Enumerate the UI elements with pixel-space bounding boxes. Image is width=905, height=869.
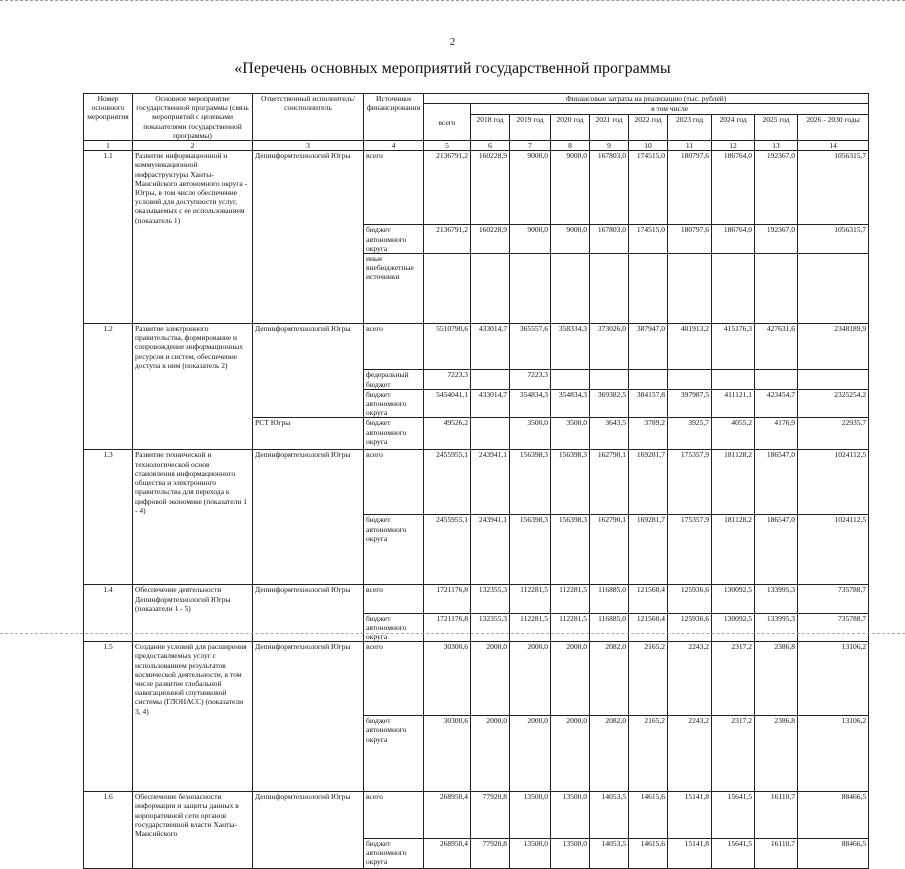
year-amount: 13500,0: [551, 792, 590, 839]
year-amount: 180797,6: [668, 225, 712, 254]
year-amount: 423454,7: [755, 389, 798, 418]
year-amount: 365557,6: [510, 323, 551, 370]
column-number: 14: [798, 141, 869, 151]
year-amount: [755, 370, 798, 389]
table-row: [84, 613, 869, 642]
header-year: 2023 год: [668, 115, 712, 141]
year-amount: 15141,8: [668, 792, 712, 839]
year-amount: 4176,9: [755, 418, 798, 450]
year-amount: 16110,7: [755, 838, 798, 868]
table-row: [84, 370, 869, 389]
responsible-executor: [253, 716, 364, 792]
header-year: 2024 год: [712, 115, 755, 141]
year-amount: 112281,5: [510, 613, 551, 642]
year-amount: 116885,0: [590, 613, 629, 642]
table-row: [84, 585, 869, 613]
year-amount: 132355,3: [471, 613, 510, 642]
event-number: [84, 253, 133, 323]
year-amount: [471, 253, 510, 323]
year-amount: 13106,2: [798, 716, 869, 792]
total-amount: 1721176,8: [424, 613, 471, 642]
year-amount: 427631,6: [755, 323, 798, 370]
header-source: Источники финансирования: [364, 94, 424, 141]
year-amount: 13500,0: [510, 792, 551, 839]
year-amount: 112281,5: [551, 585, 590, 613]
responsible-executor: [253, 225, 364, 254]
year-amount: 156398,3: [551, 450, 590, 515]
year-amount: 415176,3: [712, 323, 755, 370]
top-scan-edge: [0, 0, 905, 1]
year-amount: 354834,3: [510, 389, 551, 418]
header-total: всего: [424, 104, 471, 141]
year-amount: 387947,0: [629, 323, 668, 370]
year-amount: 174515,0: [629, 151, 668, 225]
event-number: [84, 370, 133, 389]
event-name: [133, 613, 253, 642]
year-amount: 433014,7: [471, 389, 510, 418]
year-amount: [712, 370, 755, 389]
responsible-executor: [253, 838, 364, 868]
header-year: 2019 год: [510, 115, 551, 141]
year-amount: 3643,5: [590, 418, 629, 450]
header-year: 2018 год: [471, 115, 510, 141]
responsible-executor: Депинформтехнологий Югры: [253, 450, 364, 515]
year-amount: 1056315,7: [798, 225, 869, 254]
year-amount: 112281,5: [510, 585, 551, 613]
year-amount: 133995,3: [755, 613, 798, 642]
total-amount: 2455955,1: [424, 450, 471, 515]
year-amount: 3925,7: [668, 418, 712, 450]
year-amount: 14053,5: [590, 792, 629, 839]
year-amount: 15141,8: [668, 838, 712, 868]
year-amount: 162790,1: [590, 515, 629, 585]
responsible-executor: [253, 370, 364, 389]
header-year: 2022 год: [629, 115, 668, 141]
event-number: 1.6: [84, 792, 133, 839]
year-amount: 2000,0: [471, 642, 510, 716]
funding-source: бюджет автономного округа: [364, 418, 424, 450]
total-amount: 30300,6: [424, 716, 471, 792]
event-name: Обеспечение деятельности Депинформтехнологий Югры (показатели 1 - 5): [133, 585, 253, 613]
header-year: 2021 год: [590, 115, 629, 141]
total-amount: 7223,3: [424, 370, 471, 389]
event-name: Развитие информационной и коммуникационной инфраструктуры Ханты-Мансийского автономного округа - Югры, в том числе обеспечение условий для доступности услуг, оказываемых с ее использованием (показатель 1): [133, 151, 253, 225]
year-amount: 13500,0: [510, 838, 551, 868]
year-amount: 130092,5: [712, 585, 755, 613]
year-amount: 22935,7: [798, 418, 869, 450]
year-amount: 156398,3: [551, 515, 590, 585]
total-amount: 49526,2: [424, 418, 471, 450]
header-year: 2025 год: [755, 115, 798, 141]
year-amount: 192367,0: [755, 225, 798, 254]
year-amount: 2317,2: [712, 642, 755, 716]
year-amount: 116885,0: [590, 585, 629, 613]
page-number: 2: [449, 36, 456, 48]
year-amount: 2000,0: [510, 642, 551, 716]
year-amount: 9000,0: [551, 151, 590, 225]
column-number: 2: [133, 141, 253, 151]
event-name: Создание условий для расширения предоставляемых услуг с использованием результатов космической деятельности, в том числе развитие глобальной навигационной спутниковой системы (ГЛОНАСС) (показатели 3, 4): [133, 642, 253, 716]
year-amount: 160228,9: [471, 225, 510, 254]
event-name: [133, 716, 253, 792]
year-amount: 186764,0: [712, 151, 755, 225]
table-row: [84, 253, 869, 323]
year-amount: [668, 253, 712, 323]
year-amount: 354834,3: [551, 389, 590, 418]
column-number: 11: [668, 141, 712, 151]
header-including: в том числе: [471, 104, 869, 115]
year-amount: 77920,8: [471, 838, 510, 868]
event-name: [133, 370, 253, 389]
year-amount: 7223,3: [510, 370, 551, 389]
table-row: [84, 151, 869, 225]
total-amount: 268950,4: [424, 838, 471, 868]
table-row: [84, 792, 869, 839]
event-number: 1.1: [84, 151, 133, 225]
year-amount: 167803,0: [590, 151, 629, 225]
total-amount: 2136791,2: [424, 151, 471, 225]
year-amount: 186547,0: [755, 450, 798, 515]
funding-source: бюджет автономного округа: [364, 515, 424, 585]
year-amount: 112281,5: [551, 613, 590, 642]
year-amount: [471, 370, 510, 389]
year-amount: 2243,2: [668, 716, 712, 792]
responsible-executor: Депинформтехнологий Югры: [253, 151, 364, 225]
year-amount: 735788,7: [798, 613, 869, 642]
year-amount: 13500,0: [551, 838, 590, 868]
column-number: 8: [551, 141, 590, 151]
year-amount: 2000,0: [510, 716, 551, 792]
column-number: 6: [471, 141, 510, 151]
year-amount: 1024112,5: [798, 450, 869, 515]
year-amount: 88466,5: [798, 838, 869, 868]
year-amount: 181128,2: [712, 450, 755, 515]
total-amount: 5454041,1: [424, 389, 471, 418]
event-number: 1.3: [84, 450, 133, 515]
year-amount: 180797,6: [668, 151, 712, 225]
event-name: [133, 225, 253, 254]
year-amount: 175357,9: [668, 450, 712, 515]
year-amount: 2000,0: [551, 642, 590, 716]
event-number: [84, 389, 133, 418]
responsible-executor: Депинформтехнологий Югры: [253, 585, 364, 613]
year-amount: 3789,2: [629, 418, 668, 450]
table-row: [84, 515, 869, 585]
total-amount: [424, 253, 471, 323]
funding-source: бюджет автономного округа: [364, 716, 424, 792]
column-number: 10: [629, 141, 668, 151]
year-amount: 243941,1: [471, 515, 510, 585]
funding-source: бюджет автономного округа: [364, 838, 424, 868]
column-number: 13: [755, 141, 798, 151]
funding-source: бюджет автономного округа: [364, 613, 424, 642]
year-amount: 88466,5: [798, 792, 869, 839]
year-amount: 2165,2: [629, 642, 668, 716]
total-amount: 5510790,6: [424, 323, 471, 370]
table-row: [84, 716, 869, 792]
year-amount: [668, 370, 712, 389]
event-number: 1.5: [84, 642, 133, 716]
year-amount: 3500,0: [551, 418, 590, 450]
year-amount: 186764,0: [712, 225, 755, 254]
year-amount: 2386,8: [755, 642, 798, 716]
responsible-executor: [253, 613, 364, 642]
year-amount: 14053,5: [590, 838, 629, 868]
page-title: «Перечень основных мероприятий государственной программы: [234, 60, 671, 77]
year-amount: 132355,3: [471, 585, 510, 613]
table-row: [84, 418, 869, 450]
column-number: 5: [424, 141, 471, 151]
total-amount: 1721176,8: [424, 585, 471, 613]
year-amount: 2386,8: [755, 716, 798, 792]
column-number: 12: [712, 141, 755, 151]
year-amount: 411121,1: [712, 389, 755, 418]
year-amount: [551, 253, 590, 323]
funding-source: всего: [364, 642, 424, 716]
header-financing: Финансовые затраты на реализацию (тыс. рублей): [424, 94, 869, 104]
year-amount: [755, 253, 798, 323]
funding-source: федеральный бюджет: [364, 370, 424, 389]
year-amount: 133995,3: [755, 585, 798, 613]
year-amount: 243941,1: [471, 450, 510, 515]
event-name: Обеспечение безопасности информации и защиты данных в корпоративной сети органов государственной власти Ханты-Мансийского: [133, 792, 253, 839]
header-year: 2026 - 2030 годы: [798, 115, 869, 141]
events-table: [83, 93, 869, 869]
event-number: 1.4: [84, 585, 133, 613]
year-amount: 16110,7: [755, 792, 798, 839]
total-amount: 30300,6: [424, 642, 471, 716]
responsible-executor: [253, 253, 364, 323]
year-amount: 397987,5: [668, 389, 712, 418]
year-amount: 3500,0: [510, 418, 551, 450]
year-amount: [590, 253, 629, 323]
year-amount: 2348189,9: [798, 323, 869, 370]
year-amount: 2082,0: [590, 642, 629, 716]
responsible-executor: РСТ Югры: [253, 418, 364, 450]
year-amount: 384157,8: [629, 389, 668, 418]
event-number: [84, 716, 133, 792]
column-number: 3: [253, 141, 364, 151]
year-amount: 156398,3: [510, 515, 551, 585]
event-name: [133, 515, 253, 585]
table-row: [84, 225, 869, 254]
year-amount: 401913,2: [668, 323, 712, 370]
year-amount: 15641,5: [712, 838, 755, 868]
year-amount: 4055,2: [712, 418, 755, 450]
responsible-executor: [253, 389, 364, 418]
year-amount: [629, 370, 668, 389]
year-amount: 9000,0: [510, 151, 551, 225]
header-event: Основное мероприятие государственной программы (связь мероприятий с целевыми показателями государственной программы): [133, 94, 253, 141]
year-amount: [712, 253, 755, 323]
event-name: [133, 838, 253, 868]
funding-source: всего: [364, 585, 424, 613]
year-amount: 369382,5: [590, 389, 629, 418]
funding-source: бюджет автономного округа: [364, 225, 424, 254]
year-amount: 175357,9: [668, 515, 712, 585]
event-number: [84, 418, 133, 450]
funding-source: всего: [364, 323, 424, 370]
funding-source: всего: [364, 792, 424, 839]
year-amount: 125936,6: [668, 613, 712, 642]
year-amount: [798, 370, 869, 389]
year-amount: 162790,1: [590, 450, 629, 515]
year-amount: 2000,0: [551, 716, 590, 792]
year-amount: 14615,6: [629, 792, 668, 839]
table-row: [84, 389, 869, 418]
year-amount: 2165,2: [629, 716, 668, 792]
year-amount: 13106,2: [798, 642, 869, 716]
year-amount: 1056315,7: [798, 151, 869, 225]
event-name: Развитие электронного правительства, формирование и сопровождение информационных ресурсов и систем, обеспечение доступа к ним (показатель 2): [133, 323, 253, 370]
event-number: [84, 613, 133, 642]
year-amount: 77920,8: [471, 792, 510, 839]
total-amount: 2136791,2: [424, 225, 471, 254]
year-amount: 160228,9: [471, 151, 510, 225]
funding-source: всего: [364, 151, 424, 225]
event-name: Развитие технической и технологической основ становления информационного общества и электронного правительства для перехода к цифровой экономике (показатели 1 - 4): [133, 450, 253, 515]
responsible-executor: Депинформтехнологий Югры: [253, 642, 364, 716]
table-row: [84, 642, 869, 716]
event-number: [84, 225, 133, 254]
event-number: 1.2: [84, 323, 133, 370]
responsible-executor: Депинформтехнологий Югры: [253, 792, 364, 839]
year-amount: [510, 253, 551, 323]
year-amount: 9000,0: [551, 225, 590, 254]
event-number: [84, 838, 133, 868]
table-row: [84, 838, 869, 868]
funding-source: иные внебюджетные источники: [364, 253, 424, 323]
header-year: 2020 год: [551, 115, 590, 141]
event-number: [84, 515, 133, 585]
responsible-executor: [253, 515, 364, 585]
year-amount: 192367,0: [755, 151, 798, 225]
year-amount: 735788,7: [798, 585, 869, 613]
year-amount: 373026,0: [590, 323, 629, 370]
year-amount: [471, 418, 510, 450]
table-row: [84, 323, 869, 370]
event-name: [133, 389, 253, 418]
column-number: 4: [364, 141, 424, 151]
total-amount: 2455955,1: [424, 515, 471, 585]
year-amount: 1024112,5: [798, 515, 869, 585]
year-amount: 130092,5: [712, 613, 755, 642]
year-amount: 9000,0: [510, 225, 551, 254]
year-amount: [629, 253, 668, 323]
year-amount: 167803,0: [590, 225, 629, 254]
year-amount: 433014,7: [471, 323, 510, 370]
year-amount: 358334,3: [551, 323, 590, 370]
total-amount: 268950,4: [424, 792, 471, 839]
year-amount: 169281,7: [629, 450, 668, 515]
event-name: [133, 418, 253, 450]
year-amount: 125936,6: [668, 585, 712, 613]
column-number: 9: [590, 141, 629, 151]
year-amount: 2082,0: [590, 716, 629, 792]
year-amount: 14615,6: [629, 838, 668, 868]
year-amount: [551, 370, 590, 389]
column-number: 1: [84, 141, 133, 151]
year-amount: 15641,5: [712, 792, 755, 839]
funding-source: бюджет автономного округа: [364, 389, 424, 418]
year-amount: 2243,2: [668, 642, 712, 716]
year-amount: 2000,0: [471, 716, 510, 792]
header-responsible: Ответственный исполнитель/соисполнитель: [253, 94, 364, 141]
year-amount: 2317,2: [712, 716, 755, 792]
year-amount: [798, 253, 869, 323]
year-amount: 121560,4: [629, 613, 668, 642]
year-amount: 186547,0: [755, 515, 798, 585]
funding-source: всего: [364, 450, 424, 515]
header-num: Номер основного мероприятия: [84, 94, 133, 141]
table-row: [84, 450, 869, 515]
event-name: [133, 253, 253, 323]
year-amount: 121560,4: [629, 585, 668, 613]
year-amount: 174515,0: [629, 225, 668, 254]
year-amount: 169281,7: [629, 515, 668, 585]
year-amount: 181128,2: [712, 515, 755, 585]
year-amount: 156398,3: [510, 450, 551, 515]
year-amount: 2325254,2: [798, 389, 869, 418]
year-amount: [590, 370, 629, 389]
column-number: 7: [510, 141, 551, 151]
responsible-executor: Депинформтехнологий Югры: [253, 323, 364, 370]
bottom-scan-edge: [0, 633, 905, 634]
